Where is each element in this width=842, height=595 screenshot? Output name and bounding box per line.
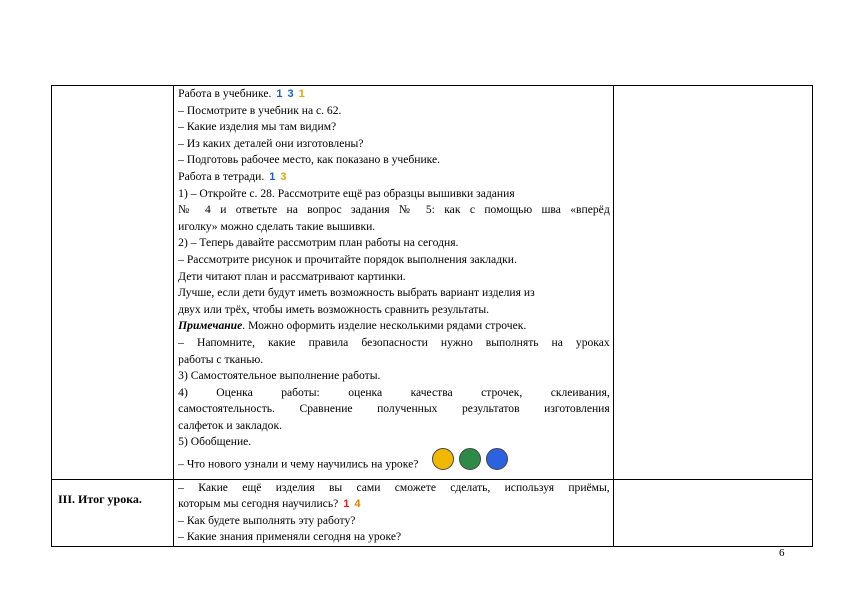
- badge: 3: [287, 88, 294, 100]
- notes-cell-empty: [613, 479, 812, 546]
- yellow-circle-icon: [432, 448, 454, 470]
- text-line: – Напомните, какие правила безопасности нужно выполнять на уроках: [178, 335, 610, 349]
- stage-cell: [52, 479, 174, 546]
- reflection-circles: [432, 448, 513, 476]
- reflection-line: [178, 451, 610, 479]
- text-line: 5) Обобщение.: [178, 435, 252, 449]
- badge: 4: [354, 498, 361, 511]
- text-line: – Рассмотрите рисунок и прочитайте порядок выполнения закладки.: [178, 252, 517, 266]
- text-line: Лучше, если дети будут иметь возможность выбрать вариант изделия из: [178, 286, 535, 300]
- activity-cell: [174, 86, 614, 480]
- text-line: Дети читают план и рассматривают картинки.: [178, 269, 406, 283]
- table-row: [52, 86, 813, 480]
- note-line: [178, 318, 610, 335]
- text-line: которым мы сегодня научились?: [178, 497, 339, 511]
- badge: 1: [276, 88, 283, 100]
- note-text: . Можно оформить изделие несколькими рядами строчек.: [242, 319, 527, 333]
- badge: 1: [343, 498, 350, 511]
- blue-circle-icon: [486, 448, 508, 470]
- text-line: – Посмотрите в учебник на с. 62.: [178, 103, 342, 117]
- question-line: [178, 496, 610, 513]
- stage-cell-empty: [52, 86, 174, 480]
- lesson-table: [51, 85, 813, 547]
- activity-cell: [174, 479, 614, 546]
- badge: 1: [269, 170, 276, 183]
- text-line: – Какие знания применяли сегодня на уроке?: [178, 530, 402, 544]
- text-line: – Что нового узнали и чему научились на уроке?: [178, 457, 419, 471]
- text-line: 2) – Теперь давайте рассмотрим план работы на сегодня.: [178, 236, 459, 250]
- notebook-heading: [178, 169, 610, 186]
- stage-title: III. Итог урока.: [58, 491, 142, 506]
- table-row: [52, 479, 813, 546]
- text-line: работы с тканью.: [178, 352, 264, 366]
- notes-cell-empty: [613, 86, 812, 480]
- note-label: Примечание: [178, 319, 243, 333]
- text-line: – Какие ещё изделия вы сами сможете сделать, используя приёмы,: [178, 480, 610, 494]
- notebook-title: Работа в тетради.: [178, 169, 265, 183]
- page-number: 6: [779, 547, 785, 559]
- badge: 3: [280, 170, 287, 183]
- text-line: 3) Самостоятельное выполнение работы.: [178, 369, 381, 383]
- green-circle-icon: [459, 448, 481, 470]
- text-line: 1) – Откройте с. 28. Рассмотрите ещё раз образцы вышивки задания: [178, 186, 515, 200]
- textbook-heading: [178, 86, 610, 103]
- badge: 1: [298, 88, 305, 100]
- text-line: иголку» можно сделать такие вышивки.: [178, 219, 376, 233]
- text-line: салфеток и закладок.: [178, 418, 282, 432]
- text-line: – Из каких деталей они изготовлены?: [178, 136, 364, 150]
- text-line: – Как будете выполнять эту работу?: [178, 513, 356, 527]
- text-line: – Какие изделия мы там видим?: [178, 120, 337, 134]
- textbook-title: Работа в учебнике.: [178, 87, 272, 100]
- text-line: самостоятельность. Сравнение полученных результатов изготовления: [178, 402, 610, 416]
- text-line: – Подготовь рабочее место, как показано в учебнике.: [178, 153, 441, 167]
- text-line: 4) Оценка работы: оценка качества строчек, склеивания,: [178, 385, 610, 399]
- text-line: двух или трёх, чтобы иметь возможность сравнить результаты.: [178, 302, 490, 316]
- text-line: № 4 и ответьте на вопрос задания № 5: как с помощью шва «вперёд: [178, 203, 610, 217]
